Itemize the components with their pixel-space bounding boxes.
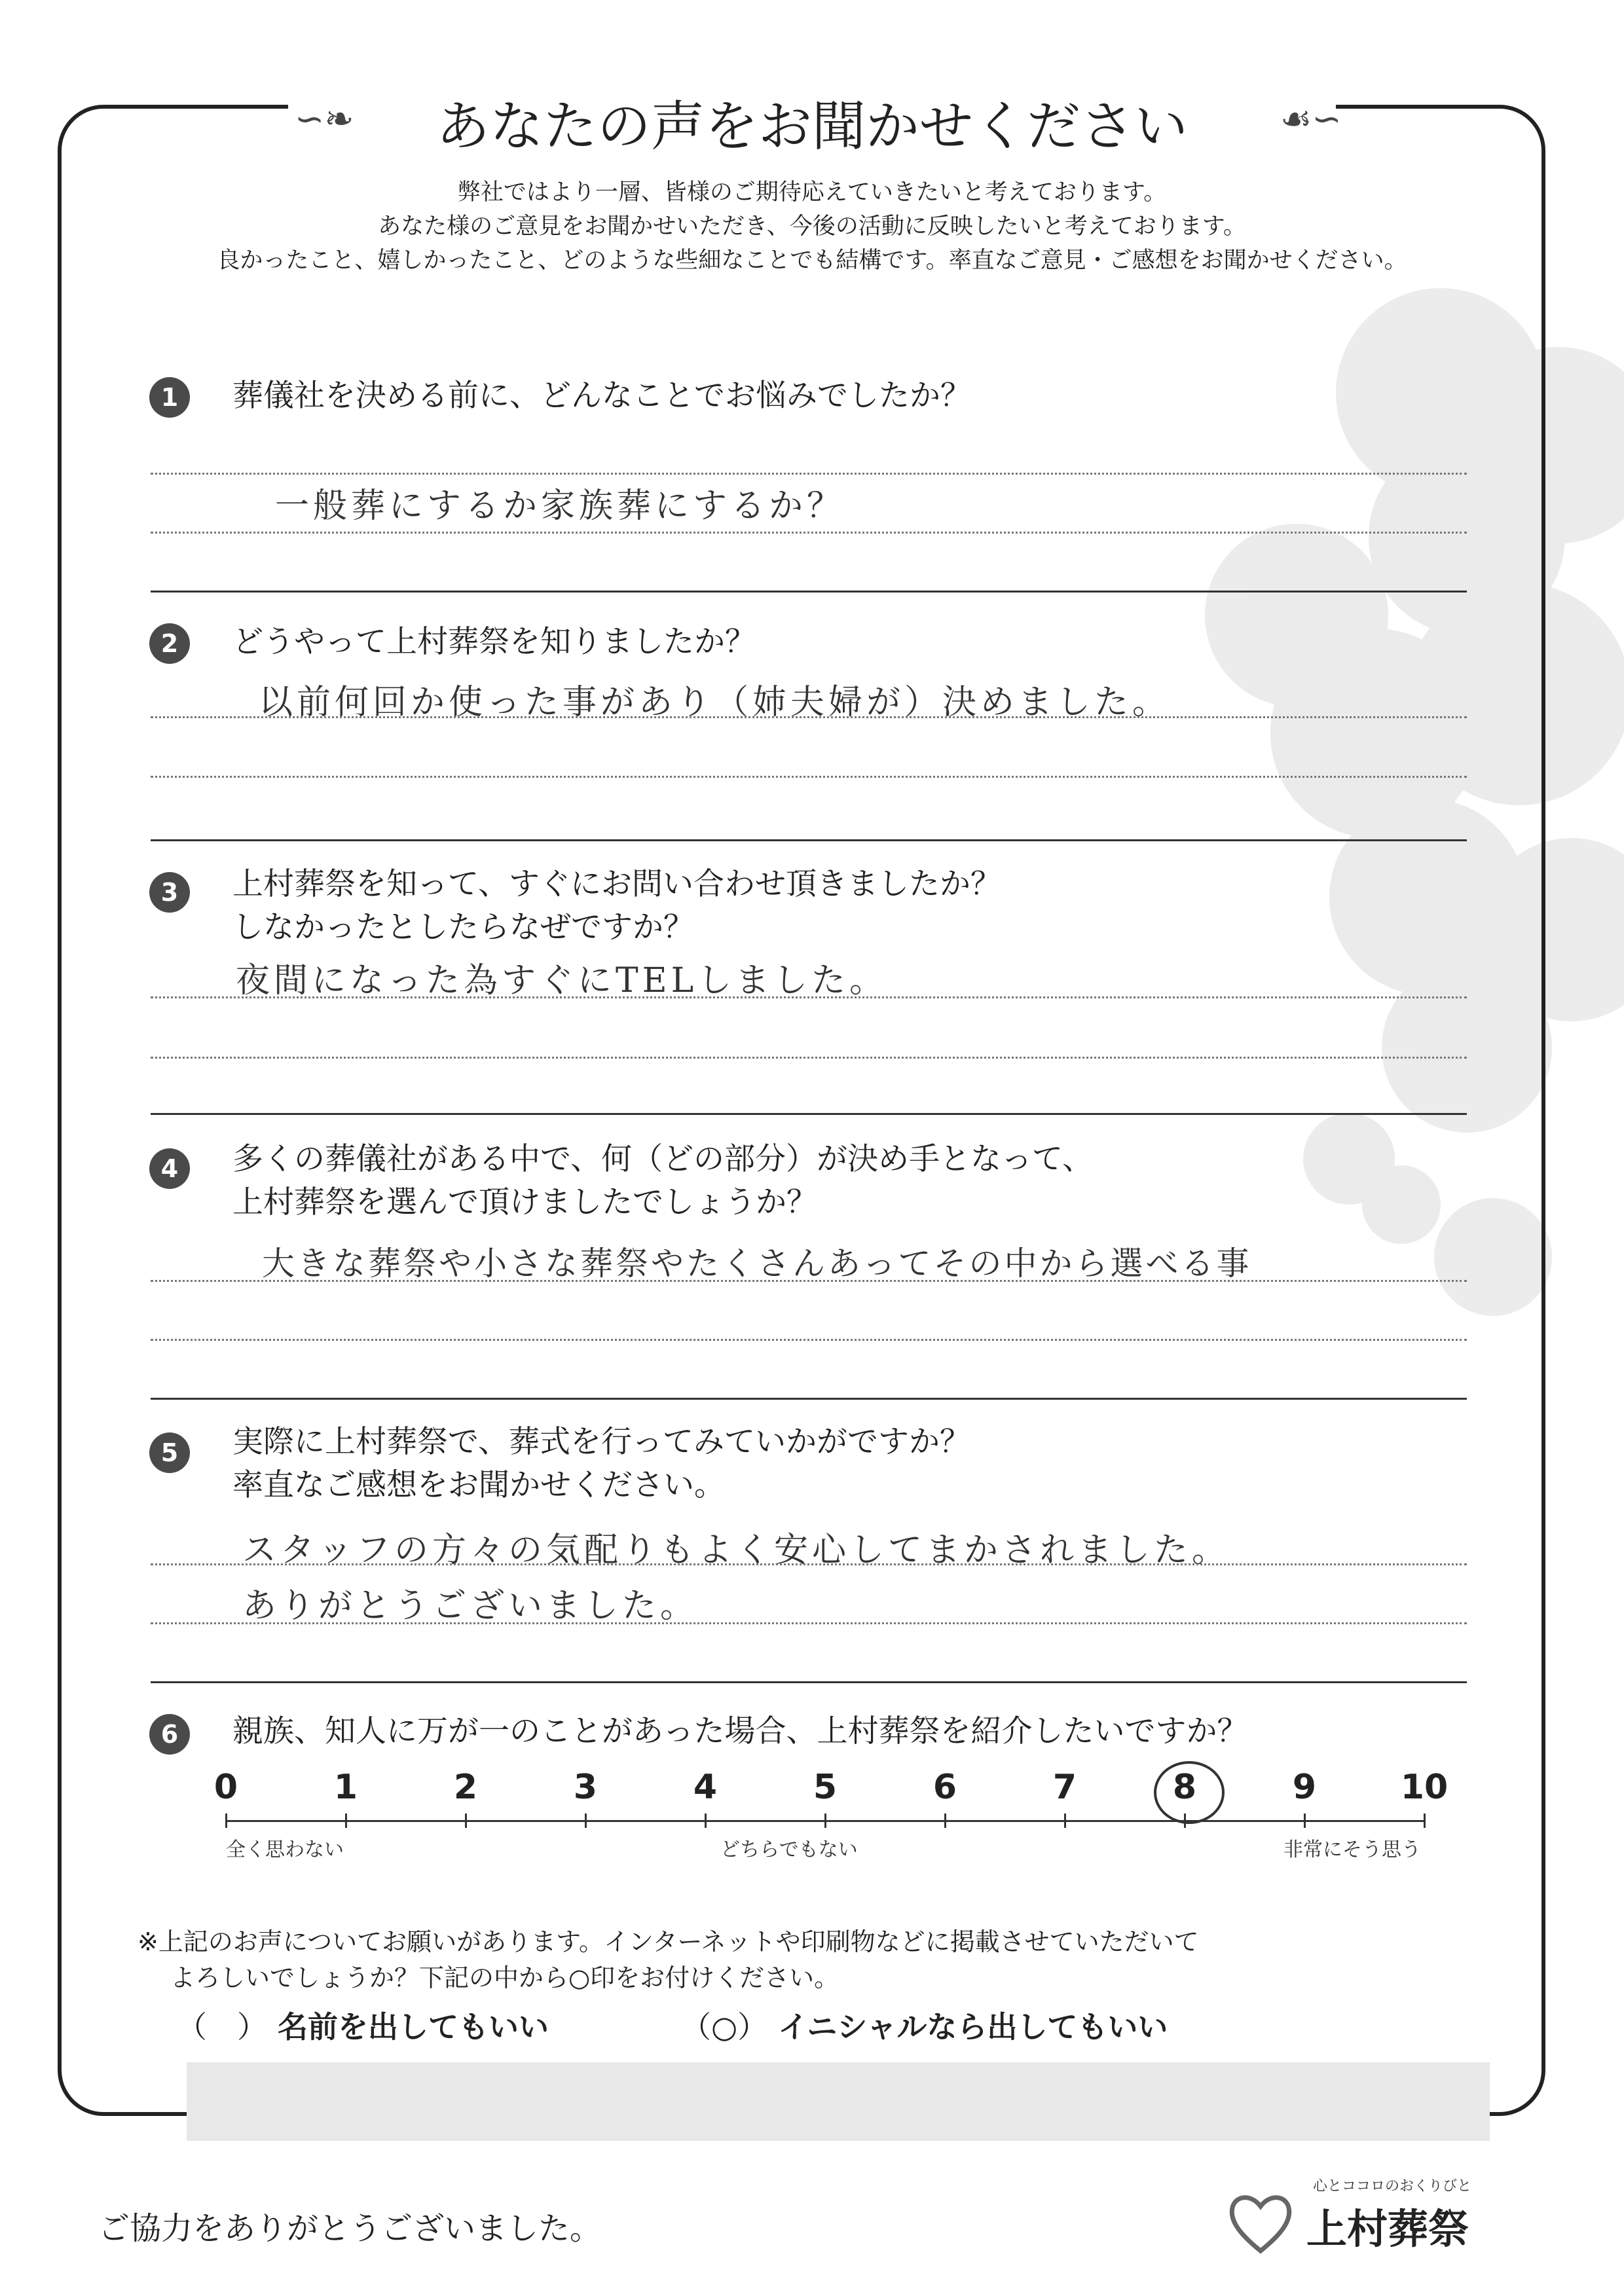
question-text: 葬儀社を決める前に、どんなことでお悩みでしたか？: [232, 378, 971, 414]
scale-tick: [1424, 1813, 1426, 1828]
question-text: しなかったとしたらなぜですか？: [232, 909, 694, 945]
answer-line: [151, 1057, 1467, 1059]
scale-tick: [1064, 1813, 1066, 1828]
intro-line: 弊社ではより一層、皆様のご期待応えていきたいと考えております。: [457, 179, 1167, 206]
section-divider: [151, 1398, 1467, 1400]
handwritten-answer: 大きな葬祭や小さな葬祭やたくさんあってその中から選べる事: [262, 1245, 1252, 1283]
section-divider: [151, 839, 1467, 841]
scale-number[interactable]: 10: [1400, 1768, 1449, 1807]
question-text: 実際に上村葬祭で、葬式を行ってみていかがですか？: [232, 1424, 971, 1460]
permission-note: よろしいでしょうか？下記の中から○印をお付けください。: [170, 1963, 840, 1992]
permission-note: ※上記のお声についてお願いがあります。インターネットや印刷物などに掲載させていただいて: [138, 1927, 1199, 1956]
handwritten-answer: ありがとうございました。: [242, 1586, 699, 1626]
intro-text: [131, 175, 1493, 278]
selection-circle: [1154, 1761, 1225, 1824]
logo-tagline: 心とココロのおくりびと: [1313, 2178, 1472, 2195]
answer-line: [151, 532, 1467, 534]
scale-number[interactable]: 1: [333, 1768, 358, 1807]
scale-number[interactable]: 5: [813, 1768, 838, 1807]
scale-number[interactable]: 6: [932, 1768, 957, 1807]
left-flourish-icon: ∽❧: [295, 98, 354, 139]
question-number: 2: [149, 623, 190, 664]
handwritten-answer: 以前何回か使った事があり（姉夫婦が）決めました。: [259, 683, 1171, 722]
question-number: 1: [149, 377, 190, 418]
scale-number[interactable]: 7: [1052, 1768, 1077, 1807]
scale-tick: [225, 1813, 227, 1828]
handwritten-answer: 一般葬にするか家族葬にするか？: [275, 486, 845, 526]
scale-tick: [1304, 1813, 1306, 1828]
thanks-text: ご協力をありがとうございました。: [98, 2210, 602, 2247]
question-number: 3: [149, 872, 190, 913]
redacted-signature-area: [187, 2062, 1490, 2141]
scale-tick: [1184, 1813, 1186, 1828]
answer-line: [151, 716, 1467, 718]
answer-line: [151, 1339, 1467, 1341]
option-label: イニシャルなら出してもいい: [778, 2009, 1168, 2045]
question-text: 率直なご感想をお聞かせください。: [232, 1467, 725, 1503]
right-flourish-icon: ☙∽: [1280, 98, 1342, 139]
answer-line: [151, 1563, 1467, 1565]
intro-line: あなた様のご意見をお聞かせいただき、今後の活動に反映したいと考えております。: [378, 213, 1246, 240]
scale-label-low: 全く思わない: [226, 1838, 344, 1861]
scale-number[interactable]: 4: [693, 1768, 718, 1807]
heart-logo-icon: [1225, 2187, 1297, 2259]
section-divider: [151, 591, 1467, 592]
scale-tick: [345, 1813, 347, 1828]
section-divider: [151, 1681, 1467, 1683]
scale-tick: [824, 1813, 826, 1828]
question-text: 上村葬祭を選んで頂けましたでしょうか？: [232, 1184, 817, 1220]
option-checkbox[interactable]: （ ）: [177, 2009, 267, 2045]
company-logo: 上村葬祭: [1306, 2205, 1469, 2253]
page-title: あなたの声をお聞かせください: [435, 96, 1188, 158]
question-text: どうやって上村葬祭を知りましたか？: [232, 624, 756, 660]
scale-tick: [944, 1813, 946, 1828]
scale-tick: [585, 1813, 587, 1828]
option-initials[interactable]: [681, 2003, 1168, 2047]
scale-number[interactable]: 9: [1292, 1768, 1317, 1807]
scale-number[interactable]: 0: [213, 1768, 238, 1807]
question-text: 上村葬祭を知って、すぐにお問い合わせ頂きましたか？: [232, 866, 1002, 902]
answer-line: [151, 1622, 1467, 1624]
option-label: 名前を出してもいい: [278, 2009, 549, 2045]
handwritten-answer: スタッフの方々の気配りもよく安心してまかされました。: [242, 1531, 1230, 1570]
scale-number[interactable]: 3: [573, 1768, 598, 1807]
scale-tick: [465, 1813, 467, 1828]
intro-line: 良かったこと、嬉しかったこと、どのような些細なことでも結構です。率直なご意見・ご感想をお聞かせください。: [217, 247, 1407, 274]
question-number: 6: [149, 1714, 190, 1755]
handwritten-answer: 夜間になった為すぐにTELしました。: [236, 961, 888, 1000]
answer-line: [151, 473, 1467, 475]
section-divider: [151, 1113, 1467, 1115]
scale-label-high: 非常にそう思う: [1283, 1838, 1421, 1861]
option-name[interactable]: [177, 2003, 549, 2047]
question-text: 多くの葬儀社がある中で、何（どの部分）が決め手となって、: [232, 1141, 1094, 1177]
question-number: 5: [149, 1432, 190, 1473]
scale-number[interactable]: 2: [453, 1768, 478, 1807]
answer-line: [151, 1280, 1467, 1282]
option-checkbox[interactable]: （○）: [681, 2009, 768, 2045]
question-number: 4: [149, 1148, 190, 1189]
scale-label-mid: どちらでもない: [720, 1838, 858, 1861]
question-text: 親族、知人に万が一のことがあった場合、上村葬祭を紹介したいですか？: [232, 1713, 1248, 1749]
scale-number-selected[interactable]: 8: [1172, 1768, 1197, 1807]
scale-tick: [705, 1813, 707, 1828]
answer-line: [151, 996, 1467, 998]
answer-line: [151, 776, 1467, 778]
